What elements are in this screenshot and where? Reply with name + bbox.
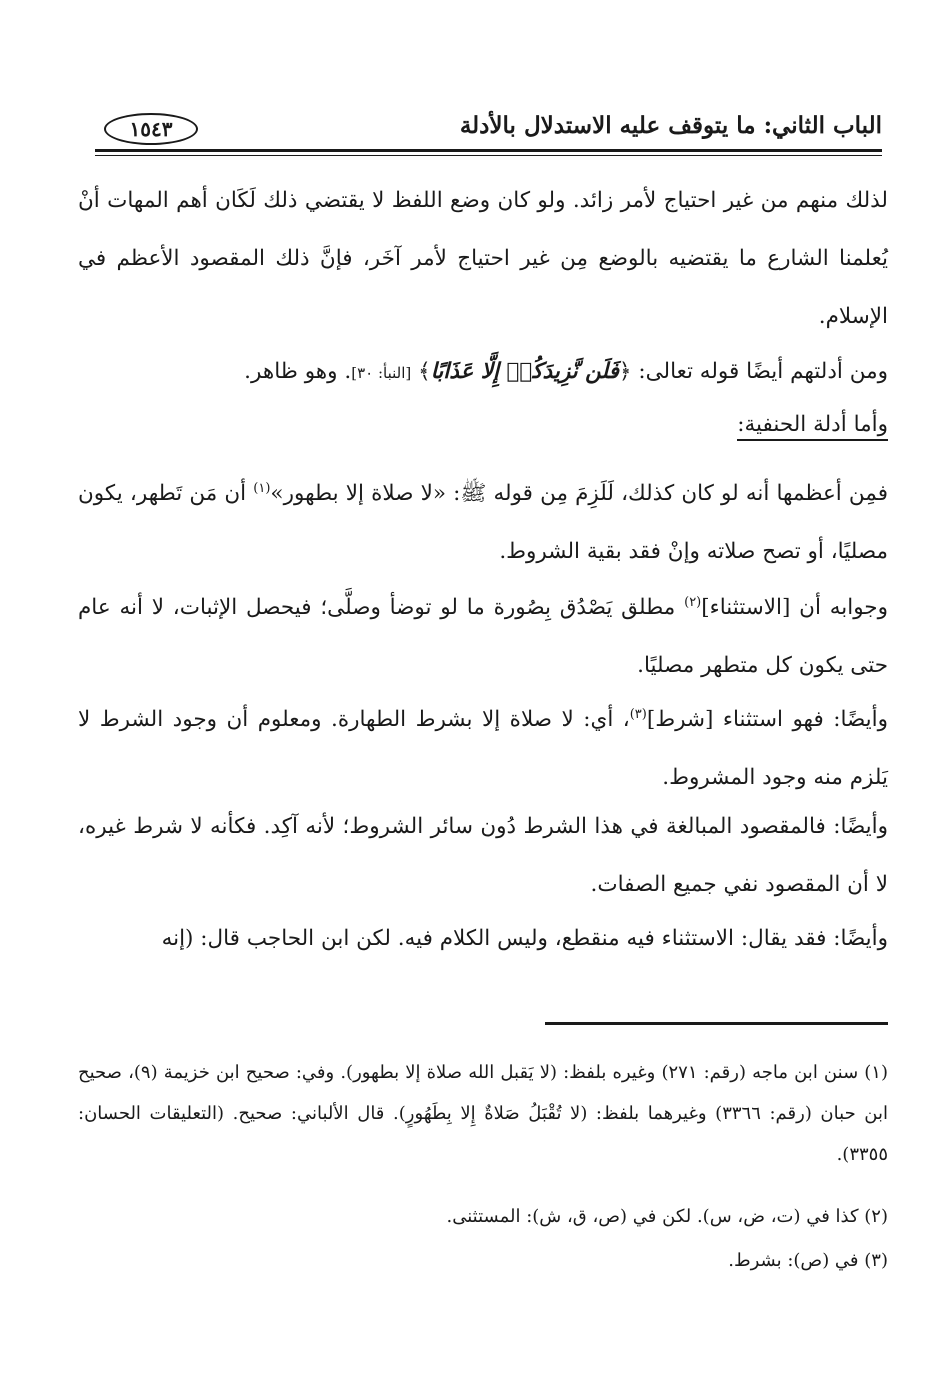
paragraph-7: وأيضًا: فقد يقال: الاستثناء فيه منقطع، وليس الكلام فيه. لكن ابن الحاجب قال: (إنه (161, 926, 888, 951)
footnote-ref-1: (١) (253, 481, 271, 496)
footnote-ref-2: (٢) (684, 595, 702, 610)
paragraph-5-lead: وأيضًا: فهو استثناء [شرط] (646, 707, 888, 733)
paragraph-6: وأيضًا: فالمقصود المبالغة في هذا الشرط دُون سائر الشروط؛ لأنه آكِد. فكأنه لا شرط غيره، لا أن المقصود نفي جميع الصفات. (78, 814, 888, 897)
paragraph-4-tail: مطلق يَصْدُق بِصُورة ما لو توضأ وصلَّى؛ فيحصل الإثبات، لا أنه عام حتى يكون كل متطهر مصليًا. (78, 595, 888, 679)
header-rule-thick (95, 149, 882, 152)
section-heading-wrap (78, 396, 888, 454)
paragraph-5 (78, 686, 888, 807)
paragraph-1: لذلك منهم من غير احتياج لأمر زائد. ولو كان وضع اللفظ لا يقتضي ذلك لَكَان أهم المهات أنْ يُعلمنا الشارع ما يقتضيه بالوضع مِن غير احتياج لأمر آخَر، فإنَّ ذلك المقصود الأعظم في الإسلام. (78, 188, 888, 329)
footnote-2: (٢) كذا في (ت، ض، س). لكن في (ص، ق، ش): المستثنى. (446, 1206, 888, 1227)
paragraph-2 (78, 343, 888, 402)
footnote-1: (١) سنن ابن ماجه (رقم: ٢٧١) وغيره بلفظ: (لا يَقبل الله صلاة إلا بطهور). وفي: صحيح ابن خزيمة (٩)، صحيح ابن حبان (رقم: ٣٣٦٦) وغيرهما بلفظ: (لا تُقْبَلُ صَلاةٌ إِلا بِطَهُورٍ). قال الألباني: صحيح. (التعليقات الحسان: ٣٣٥٥). (78, 1062, 888, 1165)
paragraph-2-tail: . وهو ظاهر. (244, 359, 352, 384)
paragraph-4-lead: وجوابه أن [الاستثناء] (701, 595, 888, 621)
paragraph-3-lead: فمِن أعظمها أنه لو كان كذلك، لَلَزِمَ مِن قوله ﷺ: «لا صلاة إلا بطهور» (270, 481, 888, 507)
footnote-3: (٣) في (ص): بشرط. (728, 1250, 888, 1271)
footnote-separator (545, 1022, 888, 1025)
paragraph-2-lead: ومن أدلتهم أيضًا قوله تعالى: ﴿ (618, 359, 888, 384)
section-heading: وأما أدلة الحنفية: (737, 412, 888, 441)
page-number-badge: ١٥٤٣ (104, 113, 198, 145)
verse-reference: [النبأ: ٣٠] (351, 364, 412, 382)
footnote-ref-3: (٣) (629, 707, 647, 722)
header-rule-thin (95, 155, 882, 156)
paragraph-3 (78, 460, 888, 581)
paragraph-3-tail: أن مَن تَطهر، يكون مصليًا، أو تصح صلاته وإنْ فقد بقية الشروط. (78, 481, 888, 565)
paragraph-4 (78, 574, 888, 695)
quran-verse: فَلَن نَّزِيدَكُمۡ إِلَّا عَذَابًا (430, 359, 619, 384)
paragraph-5-tail: ، أي: لا صلاة إلا بشرط الطهارة. ومعلوم أن وجود الشرط لا يَلزم منه وجود المشروط. (78, 707, 888, 791)
verse-close-bracket: ﴾ (418, 359, 431, 384)
running-title: الباب الثاني: ما يتوقف عليه الاستدلال بالأدلة (459, 112, 882, 139)
